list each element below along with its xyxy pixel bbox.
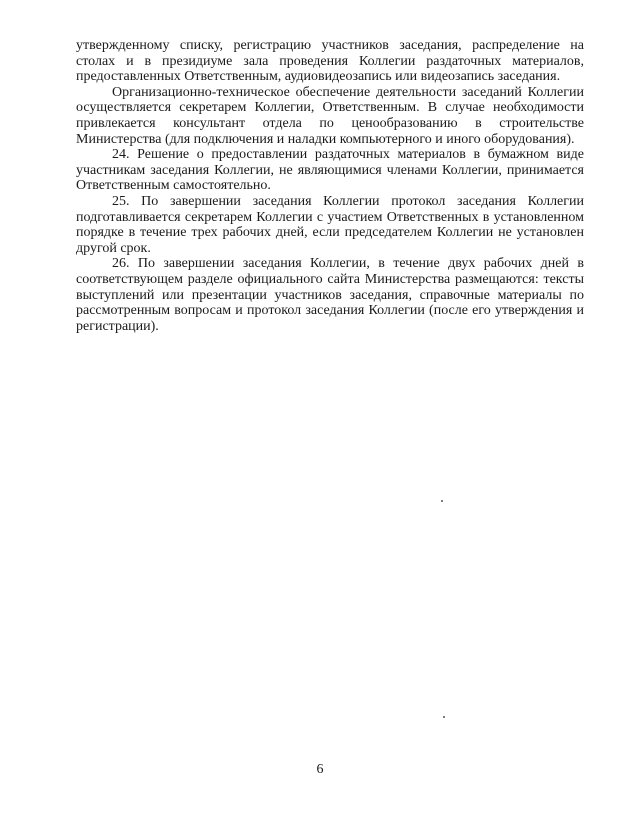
paragraph-technical-support: Организационно-техническое обеспечение деятельности заседаний Коллегии осуществляется секретарем Коллегии, Ответственным. В случае необходимости привлекается консультант отдела по ценообразованию в строительстве Министерства (для подключения и наладки компьютерного и иного оборудования). [76, 84, 584, 147]
paragraph-26: 26. По завершении заседания Коллегии, в течение двух рабочих дней в соответствующем разделе официального сайта Министерства размещаются: тексты выступлений или презентации участников заседания, справочные материалы по рассмотренным вопросам и протокол заседания Коллегии (после его утверждения и регистрации). [76, 256, 584, 334]
paragraph-25: 25. По завершении заседания Коллегии протокол заседания Коллегии подготавливается секретарем Коллегии с участием Ответственных в установленном порядке в течение трех рабочих дней, если председателем Коллегии не установлен другой срок. [76, 193, 584, 256]
scan-speck [443, 716, 445, 718]
scan-speck [441, 500, 443, 502]
body-text [76, 38, 584, 334]
paragraph-continuation: утвержденному списку, регистрацию участников заседания, распределение на столах и в президиуме зала проведения Коллегии раздаточных материалов, предоставленных Ответственным, аудиовидеозапись или видеозапись заседания. [76, 38, 584, 85]
page-number: 6 [316, 762, 324, 777]
paragraph-24: 24. Решение о предоставлении раздаточных материалов в бумажном виде участникам заседания Коллегии, не являющимися членами Коллегии, принимается Ответственным самостоятельно. [76, 147, 584, 194]
